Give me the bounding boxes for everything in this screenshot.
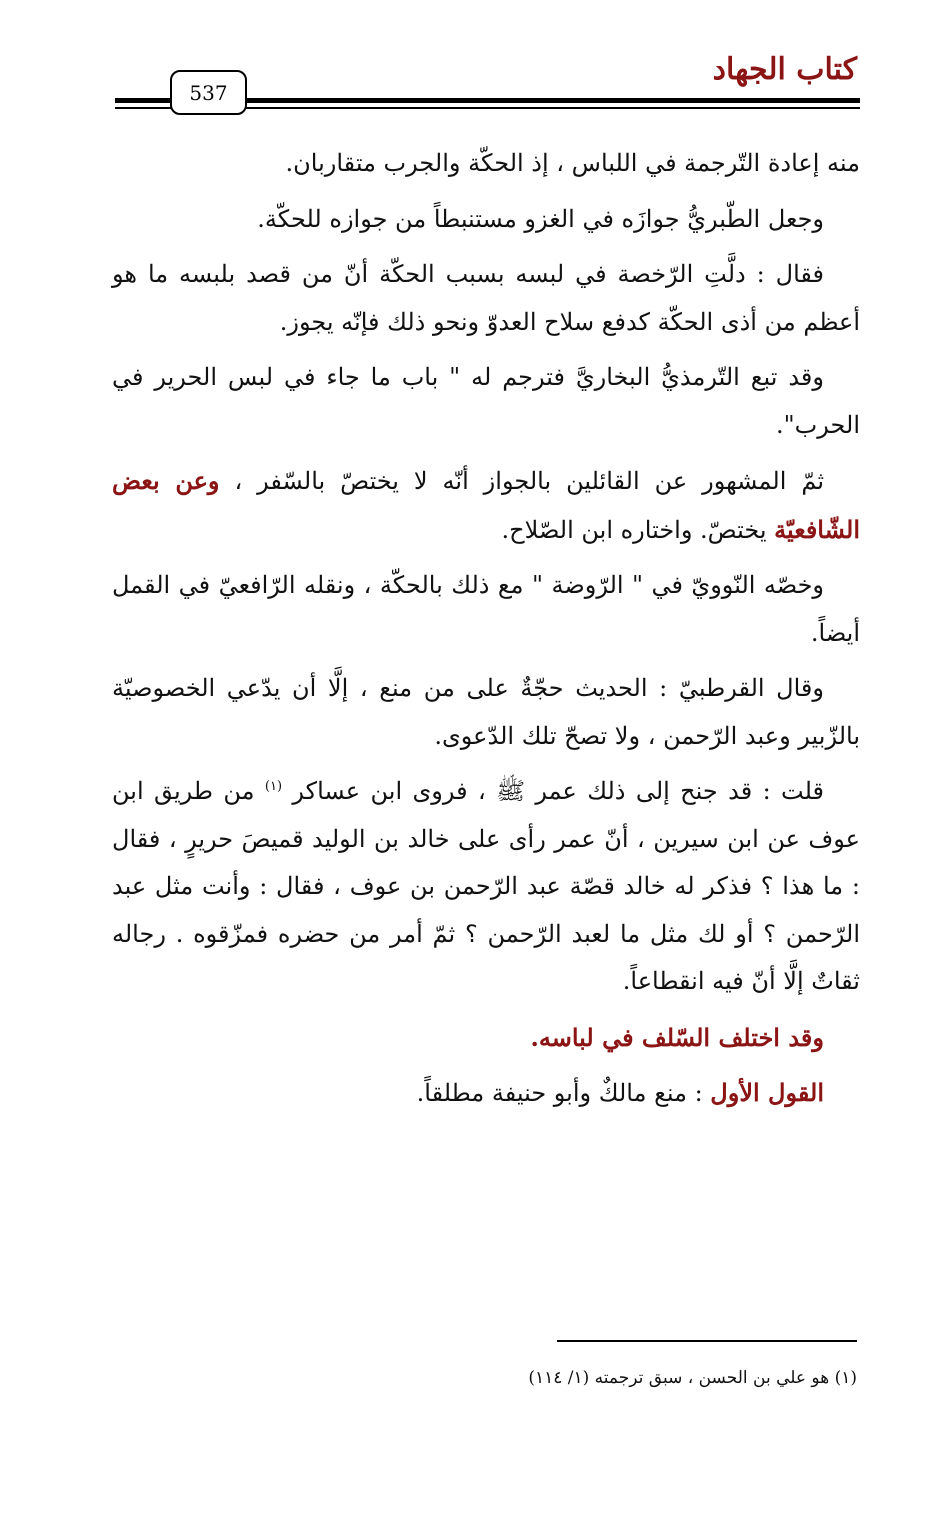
text-segment: يختصّ. واختاره ابن الصّلاح. bbox=[501, 515, 775, 544]
body-text bbox=[112, 140, 860, 1126]
text-segment: ثمّ المشهور عن القائلين بالجواز أنّه لا يختصّ بالسّفر ، bbox=[219, 467, 825, 495]
footnote-ref: (١) bbox=[264, 779, 283, 794]
footnote: (١) هو علي بن الحسن ، سبق ترجمته (١/ ١١٤) bbox=[528, 1368, 857, 1388]
paragraph bbox=[112, 562, 860, 657]
paragraph bbox=[112, 354, 860, 449]
footnote-rule bbox=[557, 1340, 857, 1342]
text-segment: وقال القرطبيّ : الحديث حجّةٌ على من منع ، إلَّا أن يدّعي الخصوصيّة بالزّبير وعبد الرّحمن ، ولا تصحّ تلك الدّعوى. bbox=[112, 674, 860, 750]
section-heading bbox=[112, 1014, 860, 1062]
highlighted-text: وعن بعض الشّافعيّة bbox=[112, 466, 860, 544]
text-segment: قلت : قد جنح إلى ذلك عمر ﷺ ، فروى ابن عساكر bbox=[282, 777, 825, 805]
paragraph bbox=[112, 768, 860, 1006]
text-segment: وقد تبع التّرمذيُّ البخاريَّ فترجم له " باب ما جاء في لبس الحرير في الحرب". bbox=[112, 363, 860, 439]
paragraph bbox=[112, 665, 860, 760]
paragraph bbox=[112, 251, 860, 346]
text-segment: من طريق ابن عوف عن ابن سيرين ، أنّ عمر رأى على خالد بن الوليد قميصَ حريرٍ ، فقال : ما هذا ؟ فذكر له خالد قصّة عبد الرّحمن بن عوف ، فقال : وأنت مثل عبد الرّحمن ؟ أو لك مثل ما لعبد الرّحمن ؟ ثمّ أمر من حضره فمزّقوه . رجاله ثقاتٌ إلَّا أنّ فيه انقطاعاً. bbox=[112, 777, 860, 995]
paragraph bbox=[112, 1069, 860, 1118]
page-number: 537 bbox=[189, 80, 228, 105]
text-segment: فقال : دلَّتِ الرّخصة في لبسه بسبب الحكّة أنّ من قصد بلبسه ما هو أعظم من أذى الحكّة كدفع سلاح العدوّ ونحو ذلك فإنّه يجوز. bbox=[112, 260, 860, 336]
page-header-title: كتاب الجهاد bbox=[712, 52, 857, 87]
paragraph bbox=[112, 196, 860, 244]
text-segment: وخصّه النّوويّ في " الرّوضة " مع ذلك بالحكّة ، ونقله الرّافعيّ في القمل أيضاً. bbox=[112, 571, 860, 647]
page-number-box bbox=[170, 70, 247, 115]
text-segment: وقد اختلف السّلف في لباسه. bbox=[530, 1022, 824, 1052]
text-segment: وجعل الطّبريُّ جوازَه في الغزو مستنبطاً من جوازه للحكّة. bbox=[257, 204, 824, 233]
paragraph bbox=[112, 457, 860, 554]
text-segment: : منع مالكٌ وأبو حنيفة مطلقاً. bbox=[416, 1079, 711, 1107]
highlighted-text: القول الأول bbox=[710, 1078, 824, 1107]
text-segment: منه إعادة التّرجمة في اللباس ، إذ الحكّة والجرب متقاربان. bbox=[285, 149, 860, 177]
paragraph bbox=[112, 140, 860, 188]
